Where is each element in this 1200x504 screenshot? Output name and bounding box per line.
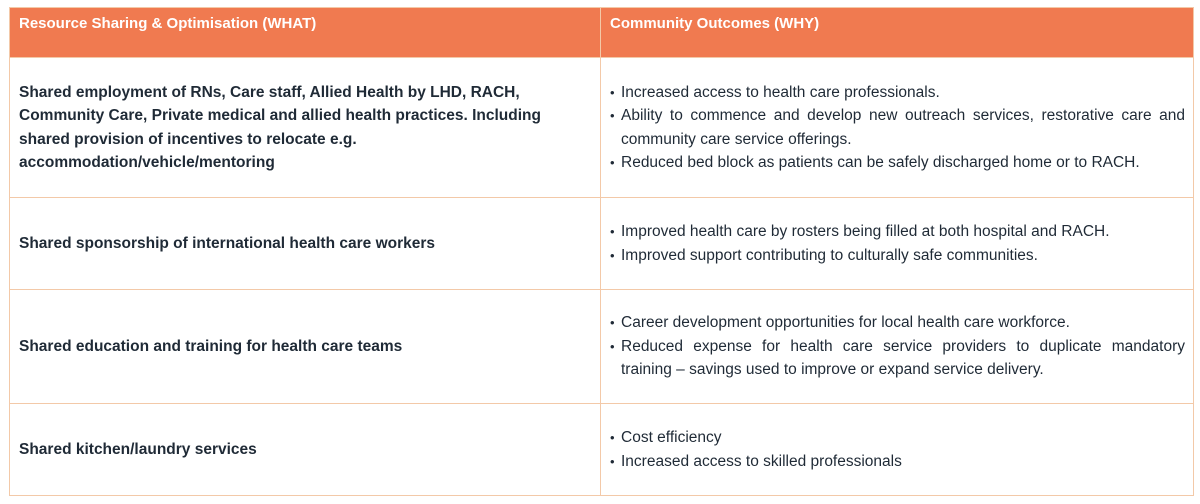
outcome-item: • Increased access to health care professionals. [610, 81, 1185, 105]
resource-sharing-table [9, 7, 1194, 496]
outcome-item: • Increased access to skilled professionals [610, 450, 1185, 474]
what-cell: Shared kitchen/laundry services [10, 404, 601, 496]
what-cell: Shared education and training for health care teams [10, 290, 601, 404]
outcome-item: • Improved health care by rosters being filled at both hospital and RACH. [610, 220, 1185, 244]
outcome-item: • Reduced bed block as patients can be safely discharged home or to RACH. [610, 151, 1185, 175]
bullet-icon: • [610, 338, 615, 354]
bullet-icon: • [610, 430, 615, 445]
why-cell [601, 198, 1194, 290]
outcome-item: • Cost efficiency [610, 426, 1185, 450]
why-cell [601, 58, 1194, 198]
outcome-list [610, 220, 1185, 267]
outcome-list [610, 426, 1185, 473]
why-cell [601, 404, 1194, 496]
header-what: Resource Sharing & Optimisation (WHAT) [10, 8, 601, 58]
bullet-icon: • [610, 247, 615, 263]
bullet-icon: • [610, 155, 615, 170]
bullet-icon: • [610, 108, 615, 123]
bullet-icon: • [610, 84, 615, 100]
table-row [10, 404, 1194, 496]
outcome-list [610, 311, 1185, 382]
what-cell: Shared employment of RNs, Care staff, Allied Health by LHD, RACH, Community Care, Private medical and allied health practices. Including shared provision of incentives to relocate e.g. accommodation/vehicle/mentoring [10, 58, 601, 198]
outcome-item: • Improved support contributing to culturally safe communities. [610, 244, 1185, 268]
what-cell: Shared sponsorship of international health care workers [10, 198, 601, 290]
table-row [10, 290, 1194, 404]
header-why: Community Outcomes (WHY) [601, 8, 1194, 58]
bullet-icon: • [610, 315, 615, 331]
table-row [10, 198, 1194, 290]
outcome-list [610, 81, 1185, 175]
outcome-item: • Career development opportunities for local health care workforce. [610, 311, 1185, 335]
bullet-icon: • [610, 453, 615, 469]
why-cell [601, 290, 1194, 404]
bullet-icon: • [610, 224, 615, 239]
outcome-item: • Reduced expense for health care service providers to duplicate mandatory training – savings used to improve or expand service delivery. [610, 335, 1185, 382]
header-row [10, 8, 1194, 58]
table-row [10, 58, 1194, 198]
outcome-item: • Ability to commence and develop new outreach services, restorative care and community care service offerings. [610, 104, 1185, 151]
